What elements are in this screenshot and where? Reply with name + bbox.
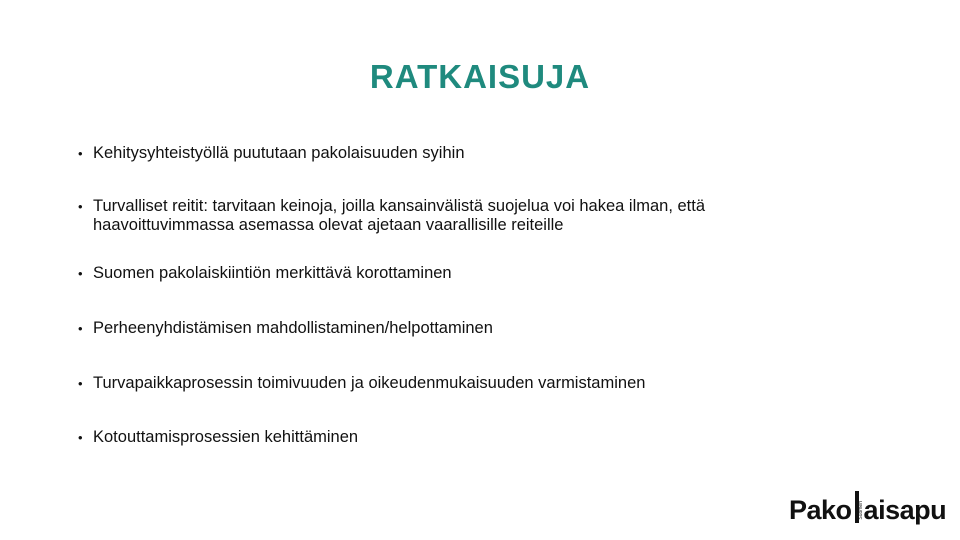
bullet-item bbox=[73, 264, 833, 283]
bullet-dot: • bbox=[78, 146, 83, 161]
bullet-item bbox=[73, 319, 833, 338]
bullet-dot: • bbox=[78, 321, 83, 336]
pakolaisapu-logo bbox=[789, 490, 946, 524]
bullet-text: Kehitysyhteistyöllä puututaan pakolaisuuden syihin bbox=[93, 144, 465, 162]
bullet-dot: • bbox=[78, 266, 83, 281]
bullet-item bbox=[73, 144, 833, 163]
logo-text-left: Pako bbox=[789, 495, 852, 525]
bullet-item bbox=[73, 374, 833, 393]
bullet-text: Turvapaikkaprosessin toimivuuden ja oikeudenmukaisuuden varmistaminen bbox=[93, 374, 646, 392]
logo-bar-mark bbox=[853, 490, 863, 524]
bullet-text-continuation: haavoittuvimmassa asemassa olevat ajetaan vaarallisille reiteille bbox=[93, 216, 564, 234]
bullet-text: Kotouttamisprosessien kehittäminen bbox=[93, 428, 359, 446]
bullet-item bbox=[73, 428, 833, 447]
bullet-item bbox=[73, 197, 833, 235]
bullet-text: Turvalliset reitit: tarvitaan keinoja, joilla kansainvälistä suojelua voi hakea ilman, että bbox=[93, 197, 706, 215]
bullet-text: Perheenyhdistämisen mahdollistaminen/helpottaminen bbox=[93, 319, 493, 337]
bullet-dot: • bbox=[78, 199, 83, 214]
bullet-text: Suomen pakolaiskiintiön merkittävä korottaminen bbox=[93, 264, 452, 282]
logo-small-text: Suomen bbox=[857, 501, 864, 520]
bullet-dot: • bbox=[78, 430, 83, 445]
logo-text-right: aisapu bbox=[863, 495, 947, 525]
bullet-dot: • bbox=[78, 376, 83, 391]
slide-title: RATKAISUJA bbox=[369, 58, 591, 95]
